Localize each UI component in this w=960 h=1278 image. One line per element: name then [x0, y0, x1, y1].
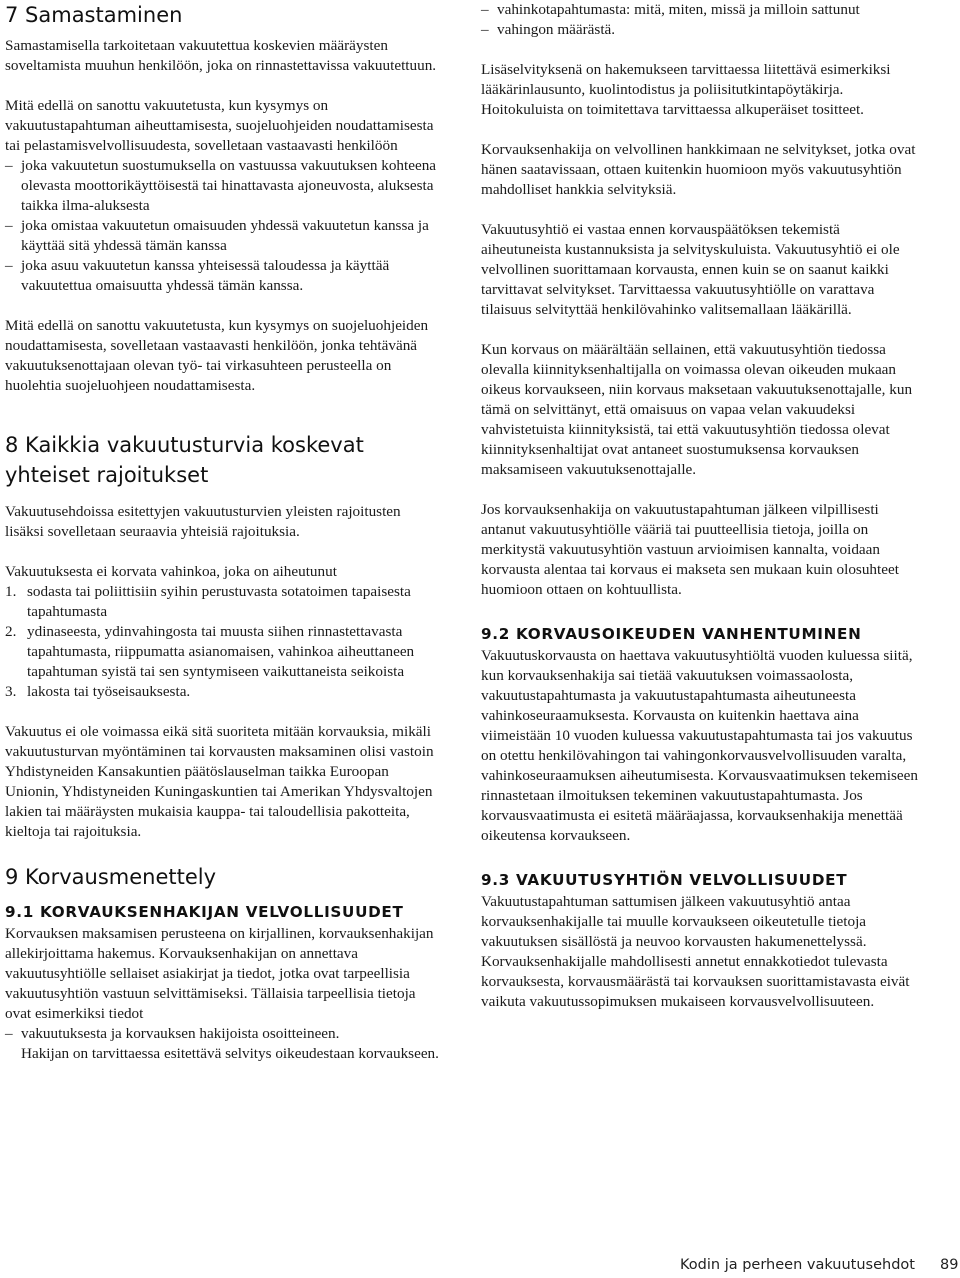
paragraph: Lisäselvityksenä on hakemukseen tarvittaessa liitettävä esimerkiksi lääkärinlausunto, kuolintodistus ja poliisitutkintapöytäkirja. Hoitokuluista on toimitettava tarvittaessa alkuperäiset tositteet. — [481, 61, 891, 118]
section-8-paragraph-3: Vakuutus ei ole voimassa eikä sitä suoriteta mitään korvauksia, mikäli vakuutusturvan myöntäminen tai korvausten maksaminen olisi vastoin Yhdistyneiden Kansakuntien päätöslauselman taikka Euroopan Unionin, Yhdistyneiden Kuningaskuntien tai Amerikan Yhdysvaltojen lakien tai määräysten mukaisia kauppa- tai taloudellisia pakotteita, kieltoja tai rajoituksia. — [5, 723, 434, 840]
section-9-2-paragraph: Vakuutuskorvausta on haettava vakuutusyhtiöltä vuoden kuluessa siitä, kun korvauksenhakija sai tietää vakuutuksen voimassaolosta, vakuutustapahtumasta ja vakuutustapahtumasta aiheutuneesta vahinkoseuraamuksesta. Korvausta on kuitenkin haettava aina viimeistään 10 vuoden kuluessa vakuutustapahtumasta tai jos vakuutus on otettu henkilövahingon tai vahingonkorvausvelvollisuuden varalta, vahinkoseuraamuksen aiheutumisesta. Korvausvaatimuksen tekemiseen rinnastetaan ilmoituksen tekeminen vakuutustapahtumasta. Jos korvausvaatimusta ei esitetä määräajassa, korvauksenhakija menettää oikeutensa korvaukseen. — [481, 647, 918, 844]
numbered-item: 2. ydinaseesta, ydinvahingosta tai muusta siihen rinnastettavasta tapahtumasta, riippumatta asianomaisen, vahinkoa aiheuttaneen tapahtuman syistä tai sen syntymiseen vaikuttaneista seikoista — [5, 623, 415, 680]
section-7-paragraph-3: Mitä edellä on sanottu vakuutetusta, kun kysymys on suojeluohjeiden noudattamisesta, sovelletaan vastaavasti henkilöön, jonka tehtävänä vakuutuksenottajaan olevan työ- tai virkasuhteen perusteella on huolehtia suojeluohjeen noudattamisesta. — [5, 317, 429, 394]
page-number: 89 — [940, 1257, 959, 1273]
paragraph: Vakuutusyhtiö ei vastaa ennen korvauspäätöksen tekemistä aiheutuneista kustannuksista ja selvityskuluista. Vakuutusyhtiö ei ole velvollinen suorittamaan korvausta, ennen kuin se on saanut kaikki tarvittavat selvitykset. Tarvittaessa vakuutusyhtiölle on varattava tilaisuus selvityttää henkilövahinko valitsemallaan lääkärillä. — [481, 221, 900, 318]
section-9-1-paragraph: Korvauksen maksamisen perusteena on kirjallinen, korvauksenhakijan allekirjoittama hakemus. Korvauksenhakijan on annettava vakuutusyhtiölle sellaiset asiakirjat ja tiedot, jotka ovat tarpeellisia vakuutusyhtiön vastuun selvittämiseksi. Tällaisia tarpeellisia tietoja ovat esimerkiksi tiedot — [5, 925, 434, 1022]
paragraph: Korvauksenhakija on velvollinen hankkimaan ne selvitykset, jotka ovat hänen saatavissaan, ottaen kuitenkin huomioon myös vakuutusyhtiön mahdolliset hankkia selvityksiä. — [481, 141, 916, 198]
section-9-heading: 9 Korvausmenettely — [5, 865, 217, 889]
paragraph: Kun korvaus on määrältään sellainen, että vakuutusyhtiön tiedossa olevalla kiinnityksenhaltijalla on voimassa olevan oikeuden mukaan oikeus korvaukseen, niin korvaus maksetaan vakuutuksenottajalle, kun tämä on selvittänyt, että omaisuus on vapaa velan vakuudeksi vahvistetuista kiinnityksistä, tai että vakuutusyhtiön tiedossa olevat kiinnityksenhaltijat ovat antaneet suostumuksensa korvauksen maksamiseen vakuutuksenottajalle. — [481, 341, 913, 478]
section-7-heading: 7 Samastaminen — [5, 3, 183, 27]
section-9-3-paragraph: Vakuutustapahtuman sattumisen jälkeen vakuutusyhtiö antaa korvauksenhakijalle tai muulle korvaukseen oikeutetulle tietoja vakuutuksen sisällöstä ja neuvoo korvausten hakumenettelyssä. Korvauksenhakijalle mahdollisesti annetut ennakkotiedot tulevasta korvauksesta, korvausmäärästä tai korvauksen suorittamistavasta eivät vaikuta vakuutussopimuksen mukaiseen korvausvelvollisuuteen. — [481, 893, 910, 1010]
list-item: – vahingon määrästä. — [481, 21, 616, 38]
section-8-heading: 8 Kaikkia vakuutusturvia koskevat yhteiset rajoitukset — [5, 433, 364, 487]
numbered-item: 3. lakosta tai työseisauksesta. — [5, 683, 191, 700]
paragraph: Jos korvauksenhakija on vakuutustapahtuman jälkeen vilpillisesti antanut vakuutusyhtiölle vääriä tai puutteellisia tietoja, joilla on merkitystä vakuutusyhtiön vastuun arvioimisen kannalta, voidaan korvausta alentaa tai korvaus ei makseta sen mukaan kuin olosuhteet huomioon ottaen on kohtuullista. — [481, 501, 899, 598]
section-9-2-heading: 9.2 KORVAUSOIKEUDEN VANHENTUMINEN — [481, 625, 862, 643]
right-column — [481, 0, 918, 1012]
section-8-paragraph-2: Vakuutuksesta ei korvata vahinkoa, joka on aiheutunut — [5, 563, 337, 580]
list-item: – vakuutuksesta ja korvauksen hakijoista osoitteineen. — [5, 1025, 340, 1042]
list-item: – joka asuu vakuutetun kanssa yhteisessä taloudessa ja käyttää vakuutettua omaisuutta yhdessä tämän kanssa. — [5, 257, 390, 294]
numbered-item: 1. sodasta tai poliittisiin syihin perustuvasta sotatoimen tapaisesta tapahtumasta — [5, 583, 411, 620]
section-7-paragraph-2: Mitä edellä on sanottu vakuutetusta, kun kysymys on vakuutustapahtuman aiheuttamisesta, suojeluohjeiden noudattamisesta tai pelastamisvelvollisuudesta, sovelletaan vastaavasti henkilöön — [5, 97, 434, 154]
list-item: – joka vakuutetun suostumuksella on vastuussa vakuutuksen kohteena olevasta moottorikäyttöisestä tai hinattavasta ajoneuvosta, aluksesta taikka ilma-aluksesta — [5, 157, 437, 214]
list-item: – vahinkotapahtumasta: mitä, miten, missä ja milloin sattunut — [481, 1, 860, 18]
indented-note: Hakijan on tarvittaessa esitettävä selvitys oikeudestaan korvaukseen. — [21, 1045, 439, 1062]
page-footer — [660, 1253, 960, 1277]
section-9-3-heading: 9.3 VAKUUTUSYHTIÖN VELVOLLISUUDET — [481, 871, 848, 889]
section-7-paragraph-1: Samastamisella tarkoitetaan vakuutettua koskevien määräysten soveltamista muuhun henkilöön, joka on rinnastettavissa vakuutettuun. — [5, 37, 437, 74]
section-9-1-heading: 9.1 KORVAUKSENHAKIJAN VELVOLLISUUDET — [5, 903, 404, 921]
footer-title: Kodin ja perheen vakuutusehdot — [680, 1257, 915, 1273]
left-column — [5, 0, 443, 1064]
section-8-paragraph-1: Vakuutusehdoissa esitettyjen vakuutusturvien yleisten rajoitusten lisäksi sovelletaan seuraavia yhteisiä rajoituksia. — [5, 503, 401, 540]
list-item: – joka omistaa vakuutetun omaisuuden yhdessä vakuutetun kanssa ja käyttää sitä yhdessä tämän kanssa — [5, 217, 429, 254]
